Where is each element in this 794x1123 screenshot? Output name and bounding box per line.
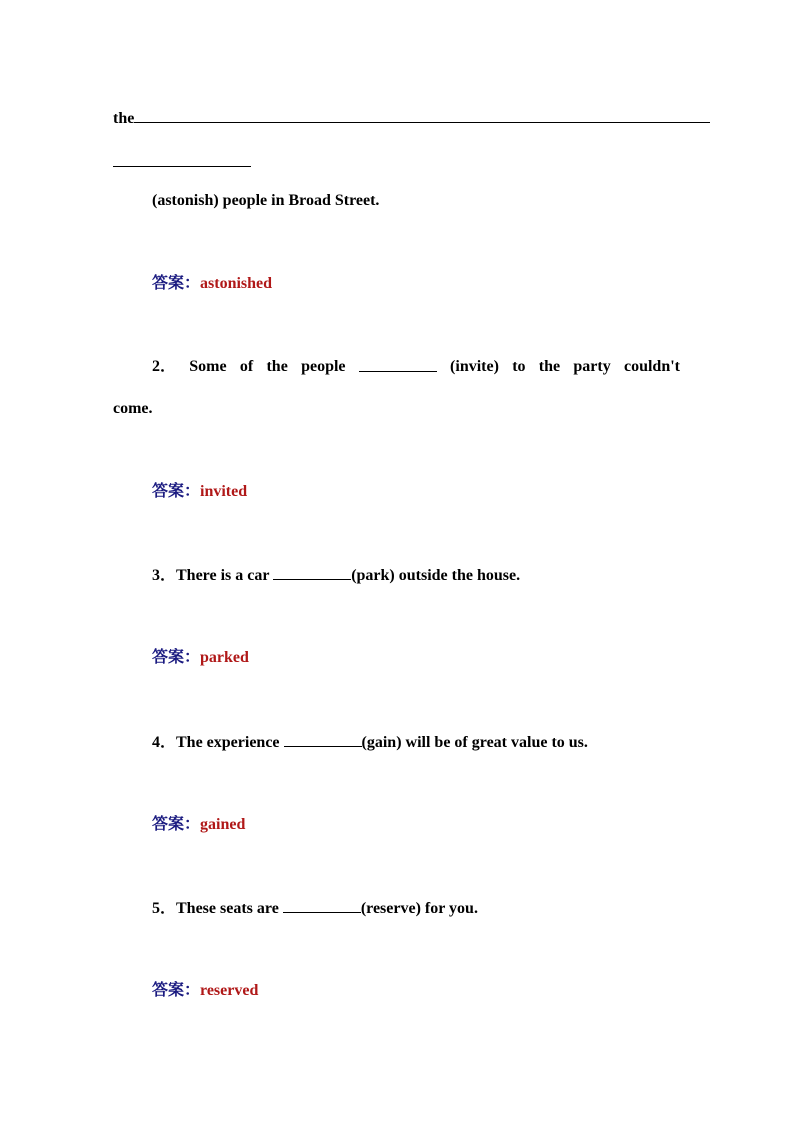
answer-value: parked [200,649,249,666]
answer-label: 答案： [152,275,201,292]
q2-word: people [301,358,346,375]
q2-word: of [239,358,254,375]
q5-blank [283,898,361,913]
q5-line [152,898,478,919]
q4-before: 4．The experience [152,734,284,751]
answer-value: gained [200,816,246,833]
q3-blank [273,565,351,580]
q1-tail-text: (astonish) people in Broad Street. [152,192,380,209]
q1-blank-short [113,152,251,167]
q2-line2 [113,399,153,419]
answer-label: 答案： [152,649,201,666]
q1-blank-long [134,108,710,123]
q2-blank [359,357,437,372]
q1-lead-line [113,108,710,129]
q1-blank-line2 [113,152,251,173]
q2-word: to [512,358,526,375]
answer-value: reserved [200,982,259,999]
answer-label: 答案： [152,483,201,500]
q4-after: (gain) will be of great value to us. [361,734,588,751]
q3-answer [152,648,249,668]
q3-after: (park) outside the house. [351,567,521,584]
q2-answer [152,482,247,502]
q2-word: couldn't [623,358,680,375]
q2-word: Some [189,358,227,375]
q3-before: 3．There is a car [152,567,274,584]
q4-answer [152,815,245,835]
q1-tail-line [152,191,379,211]
q2-line1 [152,357,680,377]
q5-answer [152,981,258,1001]
answer-value: astonished [200,275,273,292]
q5-before: 5．These seats are [152,900,283,917]
q1-answer [152,274,272,294]
q1-lead-text: the [113,110,135,127]
answer-label: 答案： [152,982,201,999]
q4-line [152,732,588,753]
q2-number: 2． [152,358,177,375]
q2-word: the [266,358,288,375]
q3-line [152,565,520,586]
q2-line2-text: come. [113,400,153,417]
answer-label: 答案： [152,816,201,833]
q5-after: (reserve) for you. [360,900,478,917]
q4-blank [284,732,362,747]
q2-word: party [573,358,611,375]
answer-value: invited [200,483,248,500]
q2-hint: (invite) [450,358,499,375]
q2-word: the [538,358,561,375]
